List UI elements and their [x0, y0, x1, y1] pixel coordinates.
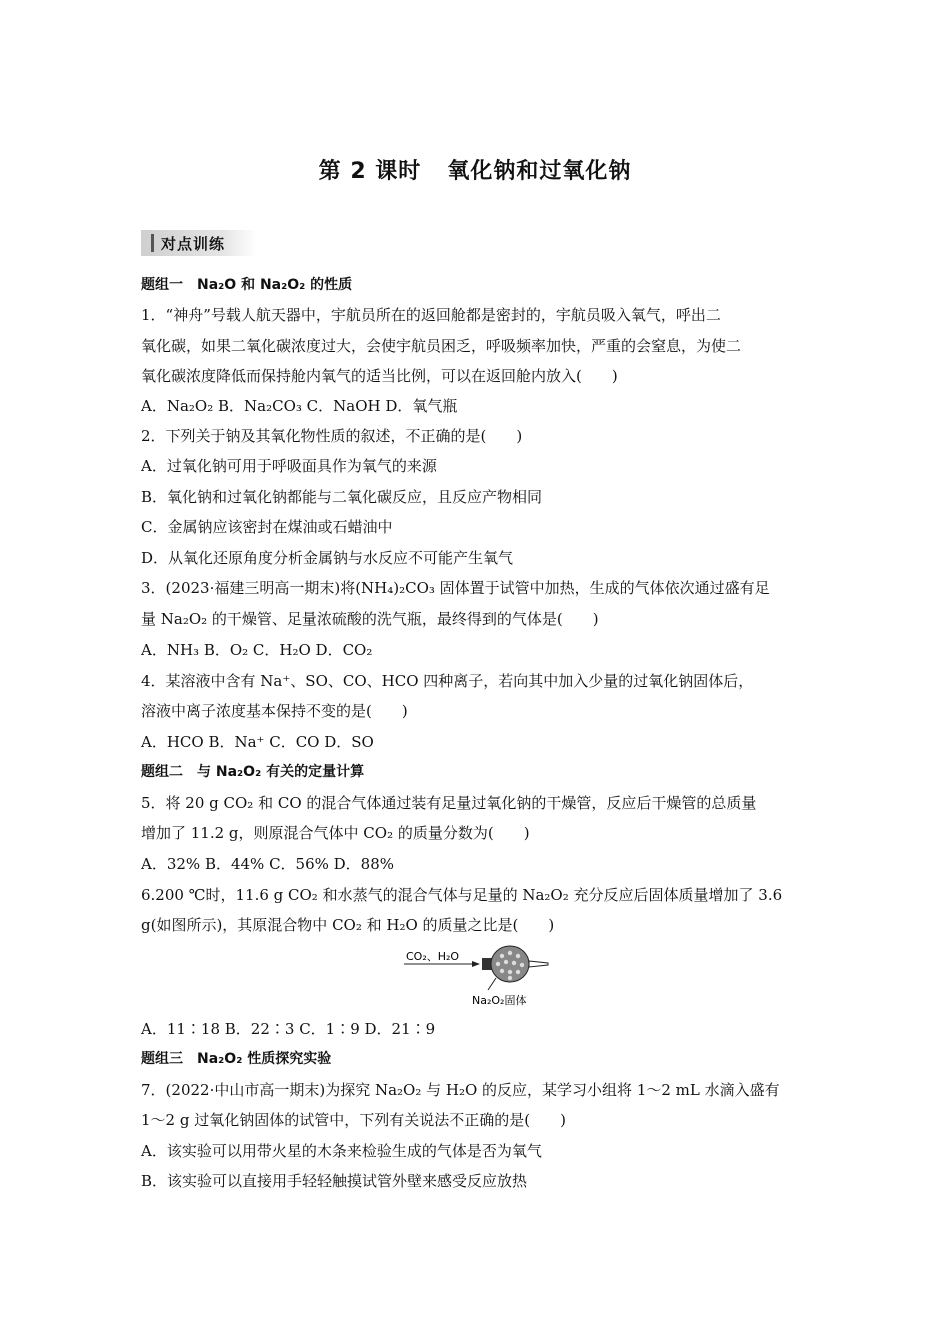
- page-title: [0, 154, 950, 185]
- group-heading-2: 题组二 与 Na₂O₂ 有关的定量计算: [141, 764, 365, 780]
- q2-option-d: D．从氧化还原角度分析金属钠与水反应不可能产生氧气: [141, 549, 514, 567]
- q4-line-2: 溶液中离子浓度基本保持不变的是( ): [141, 702, 408, 720]
- q7-line-2: 1～2 g 过氧化钠固体的试管中，下列有关说法不正确的是( ): [141, 1111, 566, 1129]
- gas-arrow-head: [472, 961, 480, 967]
- q4-options: A．HCO B．Na⁺ C．CO D．SO: [141, 733, 374, 751]
- q5-options: A．32% B．44% C．56% D．88%: [141, 855, 395, 873]
- section-tag: [141, 230, 257, 256]
- q7-option-a: A．该实验可以用带火星的木条来检验生成的气体是否为氧气: [141, 1142, 542, 1160]
- q6-line-1: 6.200 ℃时，11.6 g CO₂ 和水蒸气的混合气体与足量的 Na₂O₂ 充分反应后固体质量增加了 3.6: [141, 886, 783, 904]
- drying-tube-outlet: [529, 961, 548, 967]
- q2-option-b: B．氧化钠和过氧化钠都能与二氧化碳反应，且反应产物相同: [141, 488, 543, 506]
- q5-line-1: 5．将 20 g CO₂ 和 CO 的混合气体通过装有足量过氧化钠的干燥管，反应后干燥管的总质量: [141, 794, 757, 812]
- q1-options: A．Na₂O₂ B．Na₂CO₃ C．NaOH D．氧气瓶: [141, 397, 458, 415]
- label-pointer: [488, 978, 496, 990]
- group-heading-3: 题组三 Na₂O₂ 性质探究实验: [141, 1051, 332, 1067]
- q7-option-b: B．该实验可以直接用手轻轻触摸试管外壁来感受反应放热: [141, 1172, 528, 1190]
- q6-line-2: g(如图所示)，其原混合物中 CO₂ 和 H₂O 的质量之比是( ): [141, 916, 555, 934]
- q3-options: A．NH₃ B．O₂ C．H₂O D．CO₂: [141, 641, 373, 659]
- q1-line-3: 氧化碳浓度降低而保持舱内氧气的适当比例，可以在返回舱内放入( ): [141, 367, 618, 385]
- q2-option-c: C．金属钠应该密封在煤油或石蜡油中: [141, 518, 393, 536]
- q1-line-2: 氧化碳，如果二氧化碳浓度过大，会使宇航员困乏，呼吸频率加快，严重的会窒息，为使二: [141, 337, 742, 355]
- q5-line-2: 增加了 11.2 g，则原混合气体中 CO₂ 的质量分数为( ): [141, 824, 530, 842]
- q2-stem: 2．下列关于钠及其氧化物性质的叙述，不正确的是( ): [141, 427, 523, 445]
- section-tag-label: 对点训练: [161, 235, 226, 253]
- q3-line-1: 3．(2023·福建三明高一期末)将(NH₄)₂CO₃ 固体置于试管中加热，生成的气体依次通过盛有足: [141, 579, 770, 597]
- q6-options: A．11∶18 B．22∶3 C．1∶9 D．21∶9: [141, 1020, 436, 1038]
- title-lesson: 第 2 课时: [318, 159, 422, 184]
- drying-tube-figure: [400, 944, 550, 1010]
- q1-line-1: 1．“神舟”号载人航天器中，宇航员所在的返回舱都是密封的，宇航员吸入氧气，呼出二: [141, 306, 721, 324]
- figure-solid-label: Na₂O₂固体: [472, 994, 527, 1007]
- section-tag-bar: [151, 234, 154, 252]
- q3-line-2: 量 Na₂O₂ 的干燥管、足量浓硫酸的洗气瓶，最终得到的气体是( ): [141, 610, 599, 628]
- q7-line-1: 7．(2022·中山市高一期末)为探究 Na₂O₂ 与 H₂O 的反应，某学习小组将 1～2 mL 水滴入盛有: [141, 1081, 780, 1099]
- figure-gas-label: CO₂、H₂O: [406, 950, 460, 963]
- title-topic: 氧化钠和过氧化钠: [447, 159, 632, 184]
- q4-line-1: 4．某溶液中含有 Na⁺、SO、CO、HCO 四种离子，若向其中加入少量的过氧化钠固体后，: [141, 672, 754, 690]
- group-heading-1: 题组一 Na₂O 和 Na₂O₂ 的性质: [141, 277, 353, 293]
- q2-option-a: A．过氧化钠可用于呼吸面具作为氧气的来源: [141, 457, 437, 475]
